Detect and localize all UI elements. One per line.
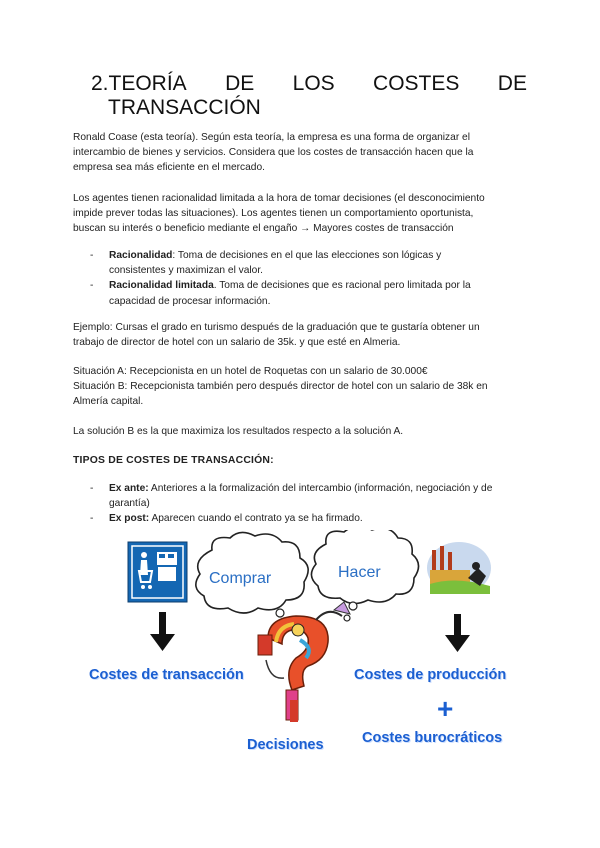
types-title: TIPOS DE COSTES DE TRANSACCIÓN: (73, 455, 274, 466)
text-line: intercambio de bienes y servicios. Considera que los costes de transacción hacen que la (73, 147, 474, 159)
label-costes-burocraticos: Costes burocráticos (362, 730, 503, 746)
situations-paragraph (73, 364, 531, 410)
text-line: Almería capital. (73, 396, 144, 408)
intro-paragraph (73, 130, 531, 176)
example-paragraph (73, 320, 531, 350)
plus-icon: + (437, 693, 454, 724)
section-heading (91, 72, 527, 120)
label-costes-transaccion: Costes de transacción (89, 667, 244, 683)
heading-word: COSTES (373, 72, 460, 95)
types-list (90, 481, 530, 527)
text-line: Ejemplo: Cursas el grado en turismo después de la graduación que te gustaría obtener un (73, 322, 480, 333)
term: Ex post: (109, 513, 150, 525)
list-item: - Racionalidad limitada. Toma de decisiones que es racional pero limitada por la capacidad de procesar información. (90, 280, 471, 307)
down-arrow-icon (445, 614, 470, 652)
down-arrow-icon (150, 612, 175, 651)
label-costes-produccion: Costes de producción (354, 667, 507, 683)
text-line: Ronald Coase (esta teoría). Según esta teoría, la empresa es una forma de organizar el (73, 132, 470, 143)
text-line: Situación B: Recepcionista también pero después director de hotel con un salario de 38k en (73, 381, 488, 393)
heading-line-2: TRANSACCIÓN (108, 96, 261, 119)
text-line: trabajo de director de hotel con un salario de 35k. y que esté en Almeria. (73, 337, 401, 349)
list-item: - Racionalidad: Toma de decisiones en el que las elecciones son lógicas y consistentes y maximizan el valor. (90, 250, 442, 277)
cloud-left-text: Comprar (209, 570, 272, 587)
heading-line-1 (91, 72, 527, 96)
text-line: buscan su interés o beneficio mediante el engaño → Mayores costes de transacción (73, 223, 454, 235)
heading-word: DE (225, 72, 255, 95)
cloud-right-text: Hacer (338, 564, 381, 581)
rationality-list (90, 248, 530, 309)
text-line: impide prever todas las situaciones). Los agentes tienen un comportamiento oportunista, (73, 208, 474, 220)
term: Racionalidad limitada (109, 280, 214, 292)
heading-word: DE (497, 72, 527, 95)
heading-word: 2.TEORÍA (91, 72, 187, 95)
term: Racionalidad (109, 250, 173, 261)
term: Ex ante: (109, 483, 149, 494)
factory-icon (427, 542, 491, 594)
text-line: empresa sea más eficiente en el mercado. (73, 162, 265, 174)
solution-paragraph: La solución B es la que maximiza los resultados respecto a la solución A. (73, 426, 404, 437)
text-line: Los agentes tienen racionalidad limitada a la hora de tomar decisiones (el desconocimiento (73, 193, 485, 204)
list-item: - Ex post: Aparecen cuando el contrato ya se ha firmado. (90, 513, 363, 525)
shopping-cart-icon (128, 542, 187, 602)
costs-diagram (0, 530, 600, 770)
heading-word: LOS (292, 72, 335, 95)
text-line: Situación A: Recepcionista en un hotel de Roquetas con un salario de 30.000€ (73, 366, 428, 377)
question-mark-figure-icon (258, 602, 350, 722)
list-item: - Ex ante: Anteriores a la formalización del intercambio (información, negociación y de garantía) (90, 483, 493, 510)
label-decisiones: Decisiones (247, 737, 324, 753)
agents-paragraph (73, 191, 531, 237)
